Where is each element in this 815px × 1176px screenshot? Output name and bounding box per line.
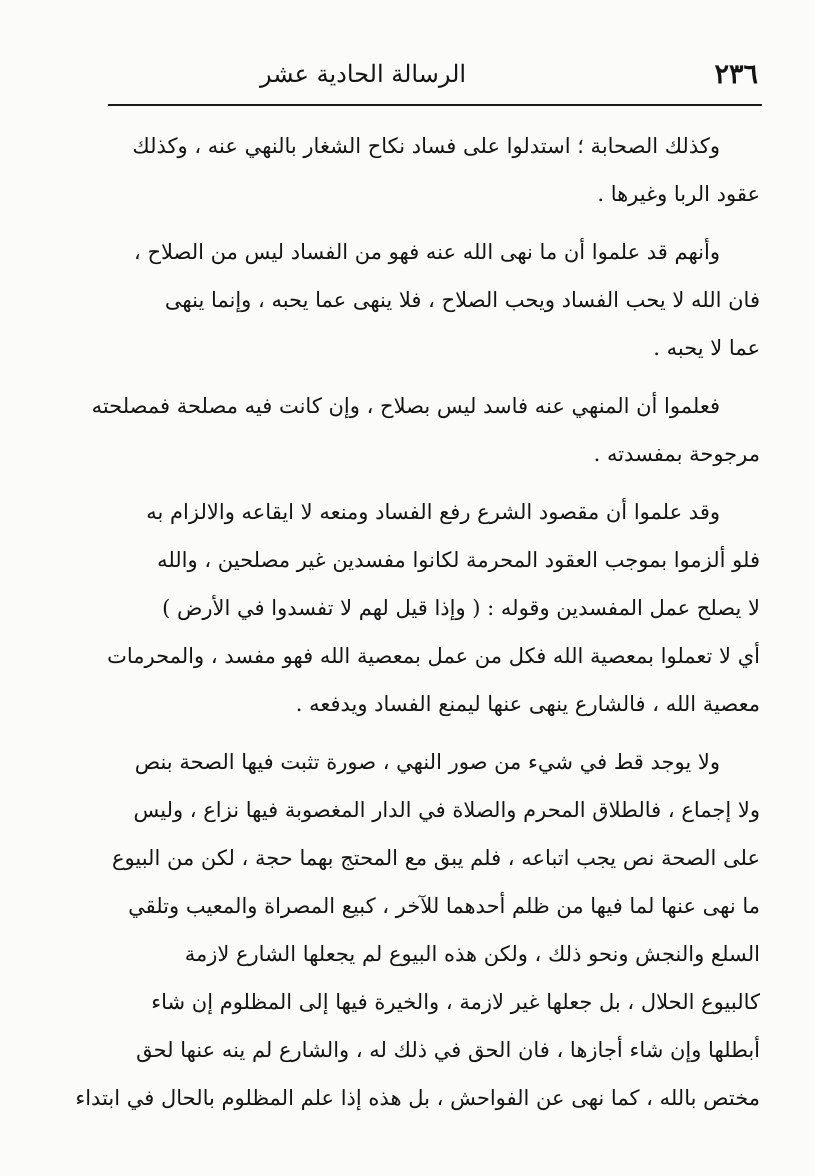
text-line: ولا إجماع ، فالطلاق المحرم والصلاة في الدار المغصوبة فيها نزاع ، وليس [133, 798, 760, 822]
page-header [110, 52, 758, 96]
page-number: ٢٣٦ [714, 58, 758, 90]
text-line: أبطلها وإن شاء أجازها ، فان الحق في ذلك له ، والشارع لم ينه عنها لحق [136, 1038, 760, 1062]
paragraph-5 [75, 738, 760, 1122]
header-rule [108, 104, 762, 106]
text-line: ولا يوجد قط في شيء من صور النهي ، صورة تثبت فيها الصحة بنص [134, 750, 720, 774]
text-line: لا يصلح عمل المفسدين وقوله : ( وإذا قيل لهم لا تفسدوا في الأرض ) [162, 596, 760, 620]
running-title: الرسالة الحادية عشر [260, 60, 467, 88]
text-line: مرجوحة بمفسدته . [593, 442, 760, 466]
page-body [75, 122, 760, 1132]
text-line: فان الله لا يحب الفساد ويحب الصلاح ، فلا ينهى عما يحبه ، وإنما ينهى [164, 288, 760, 312]
text-line: عقود الربا وغيرها . [597, 182, 760, 206]
paragraph-4 [107, 488, 760, 728]
paragraph-3 [91, 382, 760, 478]
text-line: عما لا يحبه . [653, 336, 760, 360]
text-line: فلو ألزموا بموجب العقود المحرمة لكانوا مفسدين غير مصلحين ، والله [157, 548, 760, 572]
text-line: ما نهى عنها لما فيها من ظلم أحدهما للآخر ، كبيع المصراة والمعيب وتلقي [128, 894, 760, 918]
text-line: وكذلك الصحابة ؛ استدلوا على فساد نكاح الشغار بالنهي عنه ، وكذلك [132, 134, 720, 158]
text-line: أي لا تعملوا بمعصية الله فكل من عمل بمعصية الله فهو مفسد ، والمحرمات [107, 644, 760, 668]
paragraph-2 [134, 228, 760, 372]
text-line: وقد علموا أن مقصود الشرع رفع الفساد ومنعه لا ايقاعه والالزام به [146, 500, 720, 524]
text-line: فعلموا أن المنهي عنه فاسد ليس بصلاح ، وإن كانت فيه مصلحة فمصلحته [91, 394, 720, 418]
paragraph-1 [132, 122, 760, 218]
text-line: على الصحة نص يجب اتباعه ، فلم يبق مع المحتج بهما حجة ، لكن من البيوع [112, 846, 760, 870]
text-line: وأنهم قد علموا أن ما نهى الله عنه فهو من الفساد ليس من الصلاح ، [134, 240, 720, 264]
text-line: كالبيوع الحلال ، بل جعلها غير لازمة ، والخيرة فيها إلى المظلوم إن شاء [151, 990, 760, 1014]
text-line: مختص بالله ، كما نهى عن الفواحش ، بل هذه إذا علم المظلوم بالحال في ابتداء [75, 1086, 760, 1110]
text-line: معصية الله ، فالشارع ينهى عنها ليمنع الفساد ويدفعه . [295, 692, 760, 716]
text-line: السلع والنجش ونحو ذلك ، ولكن هذه البيوع لم يجعلها الشارع لازمة [184, 942, 760, 966]
